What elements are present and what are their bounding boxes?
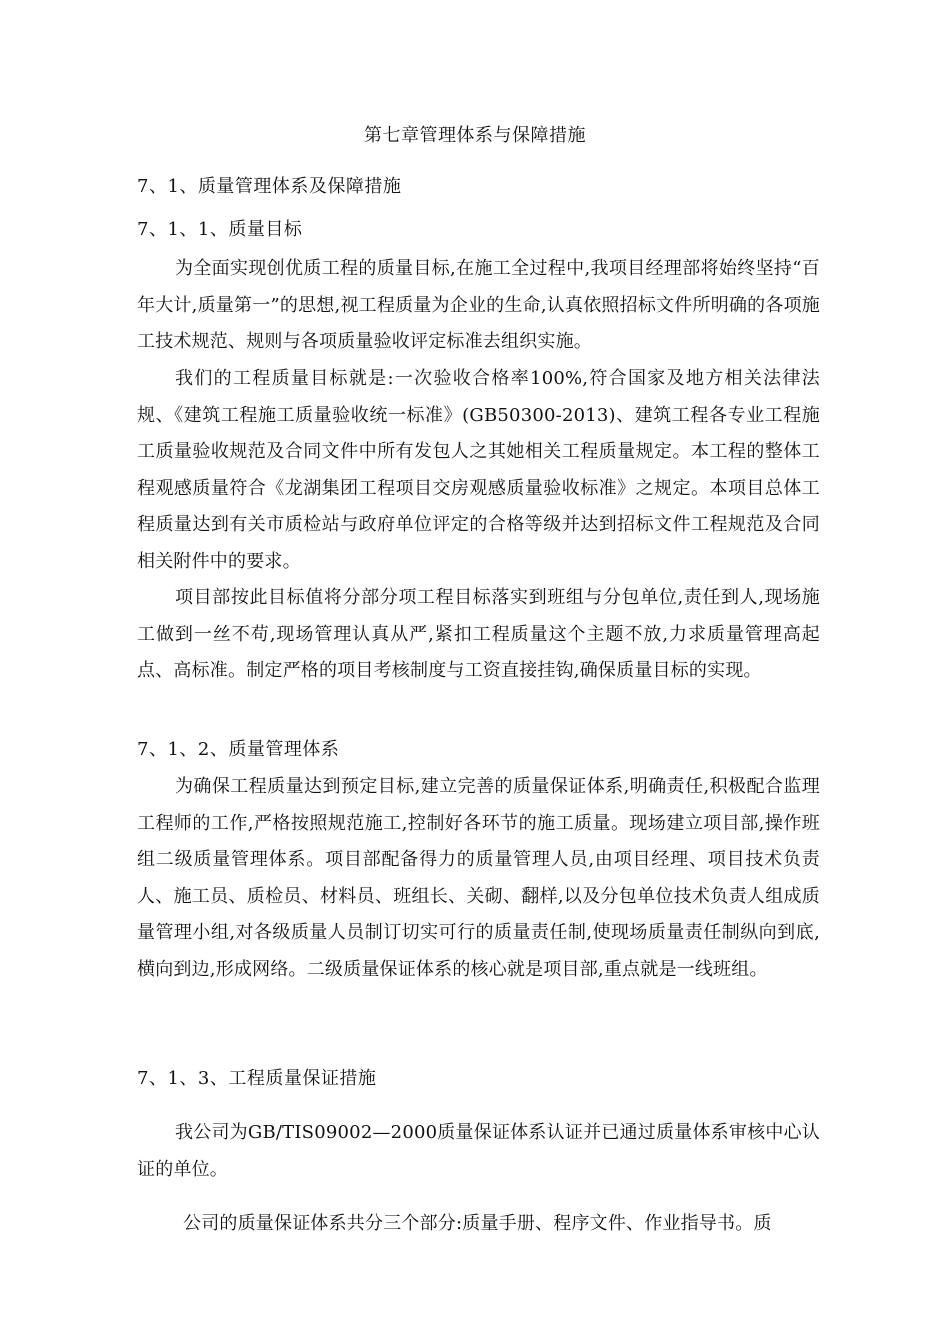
- chapter-title: 第七章管理体系与保障措施: [364, 125, 586, 146]
- section-heading-7-1-3: 7、1、3、工程质量保证措施: [137, 1068, 377, 1089]
- section-heading-7-1-1: 7、1、1、质量目标: [137, 219, 303, 240]
- paragraph-quality-goal-detail: 我们的工程质量目标就是:一次验收合格率100%,符合国家及地方相关法律法规、《建筑工程施工质量验收统一标准》(GB50300-2013)、建筑工程各专业工程施工质量验收规范及合同文件中所有发包人之其她相关工程质量规定。本工程的整体工程观感质量符合《龙湖集团工程项目交房观感质量验收标准》之规定。本项目总体工程质量达到有关市质检站与政府单位评定的合格等级并达到招标文件工程规范及合同相关附件中的要求。: [137, 368, 820, 572]
- paragraph-quality-goal-implementation: 项目部按此目标值将分部分项工程目标落实到班组与分包单位,责任到人,现场施工做到一丝不苟,现场管理认真从严,紧扣工程质量这个主题不放,力求质量管理高起点、高标准。制定严格的项目考核制度与工资直接挂钩,确保质量目标的实现。: [137, 587, 820, 681]
- paragraph-quality-goal-intro: 为全面实现创优质工程的质量目标,在施工全过程中,我项目经理部将始终坚持“百年大计,质量第一”的思想,视工程质量为企业的生命,认真依照招标文件所明确的各项施工技术规范、规则与各项质量验收评定标准去组织实施。: [137, 258, 820, 352]
- paragraph-quality-management-system: 为确保工程质量达到预定目标,建立完善的质量保证体系,明确责任,积极配合监理工程师的工作,严格按照规范施工,控制好各环节的施工质量。现场建立项目部,操作班组二级质量管理体系。项目部配备得力的质量管理人员,由项目经理、项目技术负责人、施工员、质检员、材料员、班组长、关砌、翻样,以及分包单位技术负责人组成质量管理小组,对各级质量人员制订切实可行的质量责任制,使现场质量责任制纵向到底,横向到边,形成网络。二级质量保证体系的核心就是项目部,重点就是一线班组。: [137, 776, 820, 980]
- section-heading-7-1: 7、1、质量管理体系及保障措施: [137, 176, 402, 197]
- paragraph-certification: 我公司为GB/TIS09002—2000质量保证体系认证并已通过质量体系审核中心认证的单位。: [137, 1122, 820, 1180]
- paragraph-quality-system-parts: 公司的质量保证体系共分三个部分:质量手册、程序文件、作业指导书。质: [183, 1213, 772, 1234]
- section-heading-7-1-2: 7、1、2、质量管理体系: [137, 739, 340, 760]
